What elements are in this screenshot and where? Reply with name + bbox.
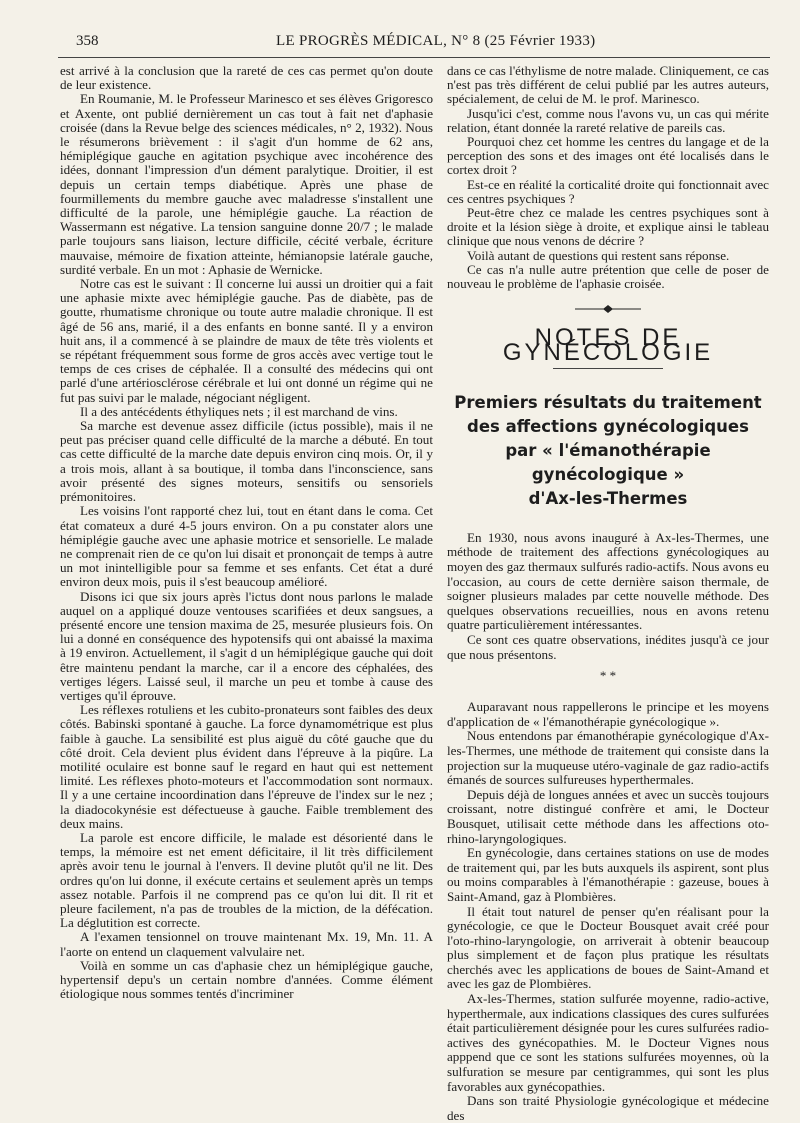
section-rule [553, 368, 663, 369]
paragraph: Ce sont ces quatre observations, inédites jusqu'à ce jour que nous présentons. [447, 632, 769, 662]
paragraph: Les réflexes rotuliens et les cubito-pronateurs sont faibles des deux côtés. Babinski spontané à gauche. La force dynamométrique est plus faible à gauche. La sensibilité est plus aiguë du côté gauche que du côté droit. Cela devient plus évident dans l'épreuve à la piqûre. La motilité oculaire est bonne sauf le regard en haut qui est nettement limité. Les réflexes photo-moteurs et l'accommodation sont normaux. Il y a une certaine incoordination dans l'épreuve de l'index sur le nez ; la diadocokynésie est défectueuse à gauche. Faible tremblement des deux mains. [60, 702, 433, 831]
paragraph: Voilà en somme un cas d'aphasie chez un hémiplégique gauche, hypertensif depu's un certain nombre d'années. Comme élément étiologique nous sommes tentés d'incriminer [60, 957, 433, 1002]
paragraph: Depuis déjà de longues années et avec un succès toujours croissant, notre distingué confrère et ami, le Docteur Bousquet, utilisait cette méthode dans les affections oto-rhino-laryngologiques. [447, 786, 769, 846]
paragraph: En Roumanie, M. le Professeur Marinesco et ses élèves Grigoresco et Axente, ont publié dernièrement un cas tout à fait net d'aphasie croisée (dans la Revue belge des sciences médicales, n° 2, 1932). Nous le résumerons brièvement : il s'agit d'un homme de 62 ans, hémiplégique gauche en agitation psychique avec incohérence des idées, donnant l'impression d'un dément paralytique. Droitier, il est depuis un certain temps diabétique. Après une phase de fourmillements du membre gauche avec maladresse s'installent une difficulté de la parole, une hémiplégie gauche. La réaction de Wassermann est négative. La tension sanguine donne 20/7 ; le malade parle toujours sans liaison, lecture difficile, cécité verbale, écriture mauvaise, mémoire de fixation atteinte, hémianopsie latérale gauche, surdité verbale. En un mot : Aphasie de Wernicke. [60, 91, 433, 277]
paragraph: Voilà autant de questions qui restent sans réponse. [467, 247, 730, 263]
article-title-line: d'Ax-les-Thermes [528, 488, 688, 508]
paragraph: dans ce cas l'éthylisme de notre malade. Cliniquement, ce cas n'est pas très différent de celui publié par les autres auteurs, spécialement, de celui de M. le prof. Marinesco. [447, 63, 769, 107]
paragraph: Peut-être chez ce malade les centres psychiques sont à droite et la lésion siège à droite, et explique ainsi le tableau clinique que nous venons de décrire ? [447, 205, 769, 249]
paragraph: Sa marche est devenue assez difficile (ictus possible), mais il ne peut pas préciser quand celle difficulté de la marche a débuté. En tout cas cette difficulté de la marche date depuis environ cinq mois. Or, il y a trois mois, allant à sa boutique, il tomba dans l'inconscience, sans avoir présenté des signes moteurs, sensitifs ou sensoriels prémonitoires. [60, 418, 433, 505]
paragraph: Notre cas est le suivant : Il concerne lui aussi un droitier qui a fait une aphasie mixte avec hémiplégie gauche. Pas de diabète, pas de goutte, rhumatisme chronique ou toute autre maladie chronique. Il est âgé de 56 ans, marié, il a des enfants en bonne santé. Il y a environ huit ans, il a commencé à se plaindre de maux de tête très violents et se répétant fréquemment sous forme de gros accès avec vertige tout le temps de ces crises de céphalée. Il a consulté des médecins qui ont parlé d'une artériosclérose cérébrale et lui ont donné un régime qui ne fut pas suivi par le malade, négociant négligent. [60, 276, 433, 405]
article-title-line: Premiers résultats du traitement [454, 392, 762, 412]
paragraph: Jusqu'ici c'est, comme nous l'avons vu, un cas qui mérite relation, étant donnée la rareté relative de pareils cas. [447, 105, 769, 135]
paragraph: est arrivé à la conclusion que la rareté de ces cas permet qu'on doute de leur existence. [60, 63, 433, 93]
section-title: NOTES DE GYNÉCOLOGIE [502, 324, 714, 366]
paragraph: Ce cas n'a nulle autre prétention que celle de poser de nouveau le problème de l'aphasie croisée. [447, 261, 769, 292]
article-title [447, 391, 769, 511]
ornament-divider [447, 303, 769, 317]
section-stars: * * [599, 668, 617, 684]
paragraph: Dans son traité Physiologie gynécologique et médecine des [447, 1093, 769, 1123]
header-rule [58, 57, 770, 58]
ornament-icon [573, 304, 643, 314]
paragraph: Il était tout naturel de penser qu'en réalisant pour la gynécologie, ce que le Docteur Bousquet avait créé pour l'oto-rhino-laryngologie, on arriverait à obtenir beaucoup plus simplement et de façon plus pratique les résultats cherchés avec les applications de boues de Saint-Amand et avec les gaz de Plombières. [447, 903, 769, 992]
article-title-line: par « l'émanothérapie gynécologique » [505, 440, 711, 484]
paragraph: Il a des antécédents éthyliques nets ; il est marchand de vins. [80, 403, 398, 419]
paragraph: Pourquoi chez cet homme les centres du langage et de la perception des sons et des images ont été localisés dans le cortex droit ? [447, 134, 769, 178]
paragraph: En 1930, nous avons inauguré à Ax-les-Thermes, une méthode de traitement des affections gynécologiques au moyen des gaz thermaux sulfurés radio-actifs. Nous avons eu l'occasion, au cours de cette dernière saison thermale, de soigner plusieurs malades par cette nouvelle méthode. Des quelques observations recueillies, nous en avons retenu quatre particulièrement intéressantes. [447, 529, 769, 633]
paragraph: Nous entendons par émanothérapie gynécologique d'Ax-les-Thermes, une méthode de traitement qui consiste dans la projection sur la muqueuse utéro-vaginale de gaz radio-actifs émanés de sources sulfureuses hyperthermales. [447, 728, 769, 788]
paragraph: Est-ce en réalité la corticalité droite qui fonctionnait avec ces centres psychiques ? [447, 176, 769, 206]
left-column [60, 64, 433, 1001]
paragraph: Ax-les-Thermes, station sulfurée moyenne, radio-active, hyperthermale, aux indications classiques des cures sulfurées était particulièrement désignée pour les cures sulfurées radio-actives des gynécopathies. M. le Docteur Vignes nous apppend que ce sont les stations sulfurées moyennes, où la sulfuration se mesure par centigrammes, qui sont les plus favorables aux gynécopathies. [447, 991, 769, 1094]
page-number: 358 [76, 33, 99, 49]
paragraph: Les voisins l'ont rapporté chez lui, tout en étant dans le coma. Cet état comateux a duré 4-5 jours environ. On a pu constater alors une hémiplégie gauche avec une aphasie motrice et sensorielle. Le malade ne comprenait rien de ce qu'on lui disait et prononçait de temps à autre un mot inintelligible pour sa femme et ses enfants. Cet état a duré environ deux mois, puis il s'est beaucoup amélioré. [60, 503, 433, 590]
article-title-line: des affections gynécologiques [467, 416, 749, 436]
paragraph: En gynécologie, dans certaines stations on use de modes de traitement qui, par les buts auxquels ils aspirent, sont plus ou moins comparables à l'émanothérapie : gazeuse, boues à Saint-Amand, gaz à Plombières. [447, 845, 769, 904]
paragraph: Auparavant nous rappellerons le principe et les moyens d'application de « l'émanothérapie gynécologique ». [447, 699, 769, 729]
journal-title: LE PROGRÈS MÉDICAL, N° 8 (25 Février 1933) [276, 33, 596, 49]
page-header [76, 33, 766, 53]
right-column [447, 64, 769, 1123]
paragraph: La parole est encore difficile, le malade est désorienté dans le temps, la mémoire est net ement déficitaire, il lit très difficilement après avoir tenu le journal à l'envers. Il devine plutôt qu'il ne lit. Des ordres qu'on lui donne, il exécute certains et seulement après un temps assez notable. Parfois il ne comprend pas ce qu'on lui dit. Il rit et pleure facilement, n'a pas de troubles de la miction, de la défécation. La déglutition est correcte. [60, 829, 433, 931]
paragraph: A l'examen tensionnel on trouve maintenant Mx. 19, Mn. 11. A l'aorte on entend un claquement valvulaire net. [60, 929, 433, 959]
paragraph: Disons ici que six jours après l'ictus dont nous parlons le malade auquel on a appliqué douze ventouses scarifiées et deux sangsues, a présenté encore une tension maxima de 25, mesurée plusieurs fois. On lui a donné en conséquence des hypotensifs qui ont abaissé la maxima à 19 environ. Actuellement, il s'agit d un hémiplégique gauche qui doit être maintenu pendant la marche, car il a encore des céphalées, des vertiges légers. Laissé seul, il marche un peu et tombe à cause des vertiges qu'il éprouve. [60, 588, 433, 703]
